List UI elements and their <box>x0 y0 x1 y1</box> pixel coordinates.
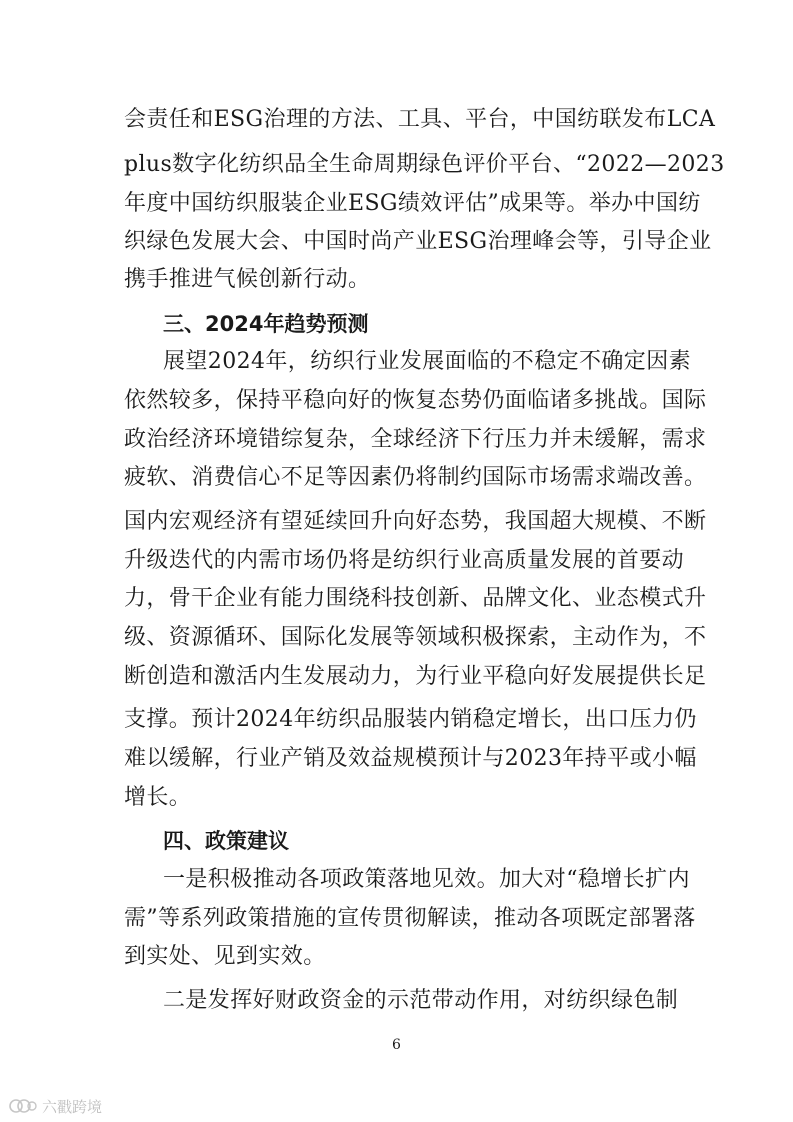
watermark-text: 六戳跨境 <box>42 1097 103 1116</box>
body-line: 携手推进气候创新行动。 <box>124 267 371 292</box>
body-line: 疲软、消费信心不足等因素仍将制约国际市场需求端改善。 <box>124 465 707 490</box>
body-line: 国内宏观经济有望延续回升向好态势，我国超大规模、不断 <box>124 509 707 534</box>
body-line: 增长。 <box>124 785 192 810</box>
body-line: 一是积极推动各项政策落地见效。加大对“稳增长扩内 <box>163 867 690 892</box>
body-line: 政治经济环境错综复杂，全球经济下行压力并未缓解，需求 <box>124 427 707 452</box>
section-heading-policy-recommendations: 四、政策建议 <box>163 829 289 853</box>
section-heading-trend-forecast: 三、2024年趋势预测 <box>163 312 369 336</box>
body-line: 到实处、见到实效。 <box>124 944 326 969</box>
body-line: 依然较多，保持平稳向好的恢复态势仍面临诸多挑战。国际 <box>124 388 707 413</box>
page-number: 6 <box>392 1037 401 1053</box>
body-line: 会责任和ESG治理的方法、工具、平台，中国纺联发布LCA <box>124 107 716 132</box>
body-line: 级、资源循环、国际化发展等领域积极探索，主动作为，不 <box>124 625 707 650</box>
body-line: 支撑。预计2024年纺织品服装内销稳定增长，出口压力仍 <box>124 707 697 732</box>
body-line: 年度中国纺织服装企业ESG绩效评估”成果等。举办中国纺 <box>124 191 701 216</box>
watermark <box>8 1094 102 1118</box>
body-line: 织绿色发展大会、中国时尚产业ESG治理峰会等，引导企业 <box>124 229 712 254</box>
body-line: 展望2024年，纺织行业发展面临的不稳定不确定因素 <box>163 349 691 374</box>
body-line: 断创造和激活内生发展动力，为行业平稳向好发展提供长足 <box>124 664 707 689</box>
body-line: 力，骨干企业有能力围绕科技创新、品牌文化、业态模式升 <box>124 586 707 611</box>
body-line: 升级迭代的内需市场仍将是纺织行业高质量发展的首要动 <box>124 548 685 573</box>
body-line: plus数字化纺织品全生命周期绿色评价平台、“2022—2023 <box>124 152 725 177</box>
watermark-logo-icon <box>8 1097 38 1115</box>
body-line: 难以缓解，行业产销及效益规模预计与2023年持平或小幅 <box>124 746 697 771</box>
body-line: 需”等系列政策措施的宣传贯彻解读，推动各项既定部署落 <box>124 906 696 931</box>
body-line: 二是发挥好财政资金的示范带动作用，对纺织绿色制 <box>163 988 679 1013</box>
